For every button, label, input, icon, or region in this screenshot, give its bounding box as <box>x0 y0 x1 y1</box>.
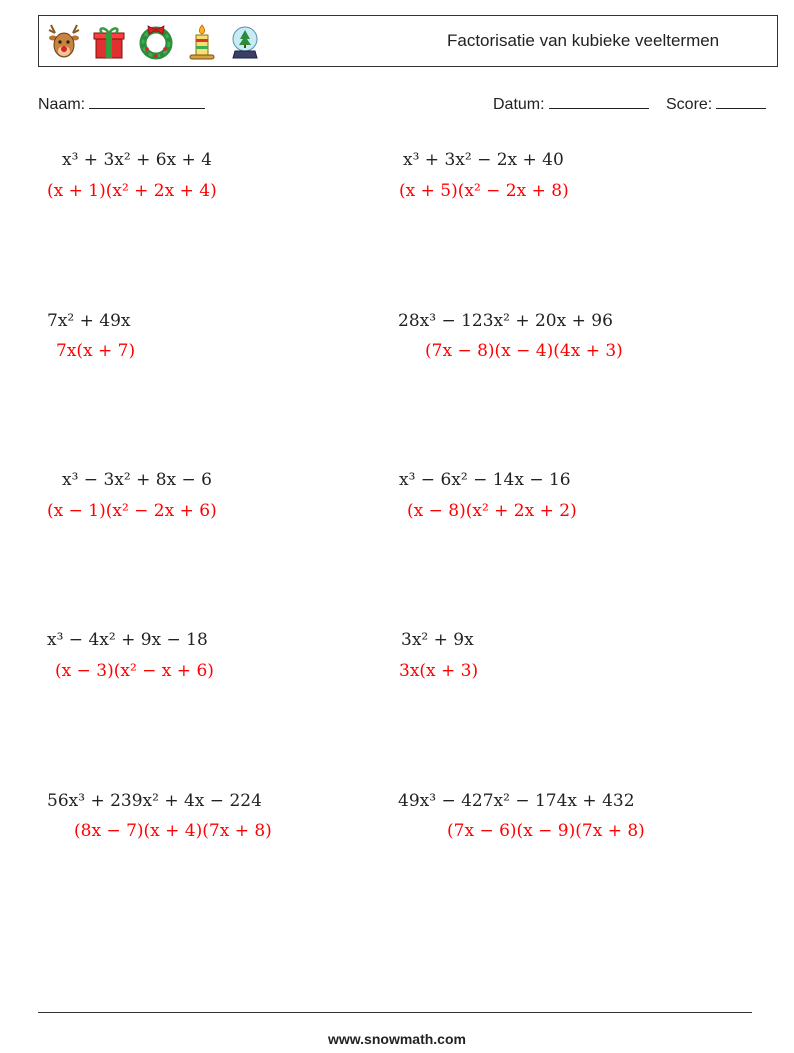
candle-icon <box>187 23 217 61</box>
date-field <box>493 94 649 114</box>
problem-4: 28x³ − 123x² + 20x + 96 <box>398 311 613 331</box>
date-label: Datum: <box>493 96 545 113</box>
problem-1: x³ + 3x² + 6x + 4 <box>62 150 212 170</box>
problem-9: 56x³ + 239x² + 4x − 224 <box>47 791 262 811</box>
answer-9: (8x − 7)(x + 4)(7x + 8) <box>74 821 272 841</box>
problem-10: 49x³ − 427x² − 174x + 432 <box>398 791 635 811</box>
problem-5: x³ − 3x² + 8x − 6 <box>62 470 212 490</box>
answer-1: (x + 1)(x² + 2x + 4) <box>47 181 217 201</box>
score-label: Score: <box>666 96 713 113</box>
answer-6: (x − 8)(x² + 2x + 2) <box>407 501 577 521</box>
score-blank[interactable] <box>716 94 766 109</box>
answer-2: (x + 5)(x² − 2x + 8) <box>399 181 569 201</box>
worksheet-header <box>38 15 778 67</box>
reindeer-icon <box>47 23 81 61</box>
problem-8: 3x² + 9x <box>401 630 474 650</box>
score-field <box>666 94 766 114</box>
answer-10: (7x − 6)(x − 9)(7x + 8) <box>447 821 645 841</box>
footer-divider <box>38 1012 752 1013</box>
problem-2: x³ + 3x² − 2x + 40 <box>403 150 564 170</box>
problem-7: x³ − 4x² + 9x − 18 <box>47 630 208 650</box>
wreath-icon <box>137 23 175 61</box>
footer-website[interactable]: www.snowmath.com <box>328 1031 466 1047</box>
name-label: Naam: <box>38 96 86 113</box>
answer-4: (7x − 8)(x − 4)(4x + 3) <box>425 341 623 361</box>
problem-3: 7x² + 49x <box>47 311 131 331</box>
answer-7: (x − 3)(x² − x + 6) <box>55 661 214 681</box>
answer-8: 3x(x + 3) <box>399 661 479 681</box>
answer-3: 7x(x + 7) <box>56 341 136 361</box>
gift-icon <box>93 24 125 60</box>
name-field <box>38 94 205 114</box>
worksheet-title: Factorisatie van kubieke veeltermen <box>447 31 720 50</box>
date-blank[interactable] <box>549 94 649 109</box>
problem-6: x³ − 6x² − 14x − 16 <box>399 470 571 490</box>
snow-globe-icon <box>229 23 261 61</box>
answer-5: (x − 1)(x² − 2x + 6) <box>47 501 217 521</box>
icon-row <box>47 22 261 62</box>
name-blank[interactable] <box>89 94 205 109</box>
